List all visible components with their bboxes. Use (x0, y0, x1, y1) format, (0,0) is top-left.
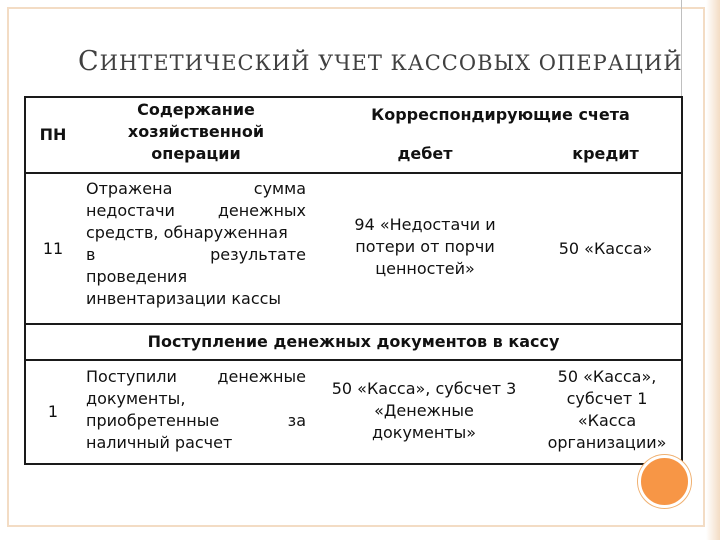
row1-content-line: недостачи денежных (86, 201, 306, 220)
row2-content-line: приобретенные за (86, 411, 306, 430)
accounting-table (24, 96, 683, 465)
row2-debit-line: документы» (371, 423, 477, 442)
header-subdivider (316, 137, 683, 139)
row1-content-line: проведения (86, 267, 188, 286)
row1-content-line: средств, обнаруженная (86, 223, 288, 242)
header-content-line: Содержание (137, 100, 255, 119)
row1-content (86, 178, 306, 310)
row2-credit-line: организации» (547, 433, 667, 452)
row2-content-line: документы, (86, 389, 186, 408)
header-pn: ПН (39, 125, 67, 144)
header-content-line: операции (151, 144, 241, 163)
title-first-letter: С (78, 46, 100, 77)
header-debit: дебет (397, 144, 453, 163)
row1-credit: 50 «Касса» (558, 238, 653, 258)
row1-debit (320, 214, 530, 280)
row2-pn: 1 (47, 402, 59, 421)
row2-credit (532, 366, 682, 454)
table-border-bottom (24, 463, 683, 465)
header-corresponding-accounts: Корреспондирующие счета (371, 105, 630, 124)
row1-pn: 11 (42, 238, 64, 258)
header-content-line: хозяйственной (127, 122, 265, 141)
row1-content-line: Отражена сумма (86, 179, 306, 198)
section-bottom-line (24, 359, 683, 361)
title-rest: ИНТЕТИЧЕСКИЙ УЧЕТ КАССОВЫХ ОПЕРАЦИЙ (99, 51, 683, 75)
header-credit: кредит (572, 144, 639, 163)
section-title: Поступление денежных документов в кассу (147, 332, 560, 351)
row1-content-line: инвентаризации кассы (86, 289, 282, 308)
orange-circle-decoration (638, 455, 691, 508)
row1-content-line: в результате (86, 245, 306, 264)
row1-debit-line: потери от порчи (355, 237, 495, 256)
table-border-left (24, 96, 26, 465)
row2-debit-line: 50 «Касса», субсчет 3 (331, 379, 517, 398)
row2-debit-line: «Денежные (374, 401, 474, 420)
table-border-top (24, 96, 683, 98)
row1-debit-line: 94 «Недостачи и (354, 215, 496, 234)
row2-content-line: Поступили денежные (86, 367, 306, 386)
row1-debit-line: ценностей» (375, 259, 475, 278)
row2-credit-line: субсчет 1 (566, 389, 648, 408)
row2-credit-line: «Касса (577, 411, 637, 430)
slide-edge-strip (706, 0, 720, 540)
header-content (80, 99, 312, 171)
row2-content-line: наличный расчет (86, 433, 233, 452)
row2-content (86, 366, 306, 454)
slide-title (78, 46, 683, 77)
row2-credit-line: 50 «Касса», (557, 367, 657, 386)
row2-debit (316, 378, 532, 444)
